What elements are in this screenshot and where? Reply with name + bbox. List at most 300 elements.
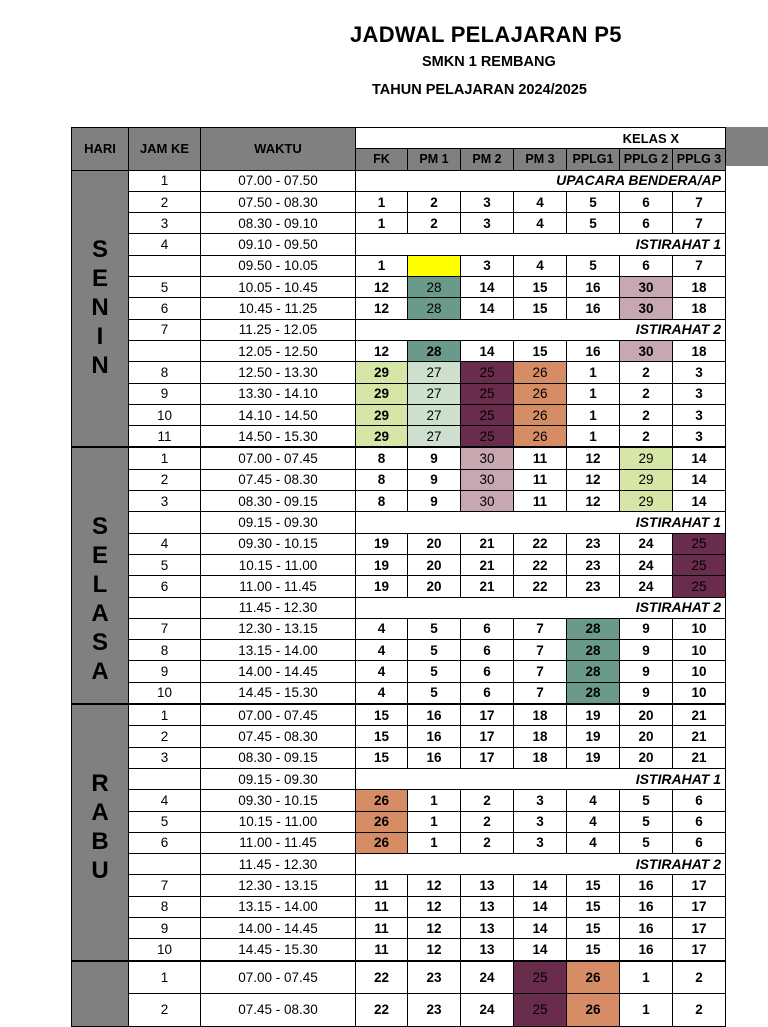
subject-cell: 21 (461, 554, 514, 575)
subject-cell: 17 (461, 704, 514, 726)
subject-cell: 18 (673, 298, 726, 319)
subject-cell: 13 (461, 917, 514, 938)
subject-cell: 19 (567, 726, 620, 747)
day-letter: S (91, 513, 108, 541)
subject-cell: 14 (461, 340, 514, 361)
waktu-cell: 12.05 - 12.50 (201, 340, 356, 361)
subject-cell: 7 (514, 640, 567, 661)
subject-cell: 4 (356, 640, 408, 661)
subject-cell: 6 (673, 832, 726, 853)
subject-cell: 16 (408, 726, 461, 747)
subject-cell: 9 (408, 447, 461, 469)
day-letter: S (91, 235, 108, 263)
subject-cell: 26 (356, 832, 408, 853)
subject-cell: 5 (408, 618, 461, 639)
jam-ke-cell (129, 854, 201, 875)
subject-cell: 24 (620, 576, 673, 597)
header-hari: HARI (72, 128, 129, 171)
subject-cell: 14 (461, 277, 514, 298)
table-row (72, 917, 726, 938)
subject-cell: 21 (461, 533, 514, 554)
waktu-cell: 09.50 - 10.05 (201, 255, 356, 276)
subject-cell: 12 (356, 340, 408, 361)
subject-cell: 9 (620, 618, 673, 639)
waktu-cell: 13.15 - 14.00 (201, 896, 356, 917)
subject-cell: 11 (514, 469, 567, 490)
subject-cell: 3 (461, 255, 514, 276)
day-label (72, 704, 129, 961)
table-row (72, 362, 726, 383)
subject-cell: 16 (620, 939, 673, 961)
waktu-cell: 12.50 - 13.30 (201, 362, 356, 383)
waktu-cell: 10.15 - 11.00 (201, 811, 356, 832)
subject-cell: 5 (567, 191, 620, 212)
subject-cell: 25 (461, 362, 514, 383)
subject-cell: 23 (567, 554, 620, 575)
academic-year: TAHUN PELAJARAN 2024/2025 (372, 82, 587, 98)
table-row (72, 447, 726, 469)
subject-cell: 6 (461, 640, 514, 661)
subject-cell: 2 (461, 790, 514, 811)
subject-cell: 2 (461, 811, 514, 832)
subject-cell: 26 (514, 362, 567, 383)
subject-cell: 8 (356, 469, 408, 490)
subject-cell: 9 (620, 682, 673, 704)
jam-ke-cell: 5 (129, 811, 201, 832)
subject-cell: 15 (356, 747, 408, 768)
jam-ke-cell: 7 (129, 319, 201, 340)
waktu-cell: 07.00 - 07.45 (201, 447, 356, 469)
table-row (72, 383, 726, 404)
table-row (72, 277, 726, 298)
subject-cell: 1 (567, 362, 620, 383)
subject-cell: 16 (567, 298, 620, 319)
day-letter: N (91, 293, 109, 321)
waktu-cell: 13.30 - 14.10 (201, 383, 356, 404)
subject-cell: 11 (356, 917, 408, 938)
subject-cell: 18 (673, 340, 726, 361)
subject-cell: 2 (408, 191, 461, 212)
jam-ke-cell: 2 (129, 726, 201, 747)
jam-ke-cell: 9 (129, 383, 201, 404)
jam-ke-cell: 4 (129, 533, 201, 554)
table-row (72, 726, 726, 747)
class-header: PPLG1 (567, 149, 620, 170)
subject-cell: 30 (461, 469, 514, 490)
subject-cell: 30 (461, 491, 514, 512)
subject-cell: 14 (514, 875, 567, 896)
subject-cell: 7 (673, 213, 726, 234)
jam-ke-cell: 9 (129, 917, 201, 938)
jam-ke-cell: 6 (129, 298, 201, 319)
subject-cell: 28 (408, 340, 461, 361)
subject-cell: 5 (408, 661, 461, 682)
subject-cell: 1 (620, 994, 673, 1026)
day-letter: I (96, 322, 104, 350)
subject-cell: 1 (408, 832, 461, 853)
subject-cell: 1 (356, 191, 408, 212)
subject-cell: 28 (567, 661, 620, 682)
subject-cell: 13 (461, 896, 514, 917)
subject-cell: 16 (567, 340, 620, 361)
subject-cell: 10 (673, 661, 726, 682)
subject-cell: 17 (673, 896, 726, 917)
subject-cell: 16 (620, 896, 673, 917)
subject-cell: 12 (356, 277, 408, 298)
day-label (72, 447, 129, 704)
jam-ke-cell (129, 597, 201, 618)
subject-cell: 21 (673, 747, 726, 768)
jam-ke-cell: 5 (129, 554, 201, 575)
waktu-cell: 12.30 - 13.15 (201, 875, 356, 896)
subject-cell: 9 (620, 640, 673, 661)
day-label (72, 170, 129, 447)
waktu-cell: 08.30 - 09.15 (201, 491, 356, 512)
subject-cell: 2 (673, 961, 726, 994)
subject-cell: 10 (673, 682, 726, 704)
day-letter: E (91, 264, 108, 292)
subject-cell: 18 (514, 726, 567, 747)
subject-cell: 24 (620, 554, 673, 575)
table-row (72, 191, 726, 212)
subject-cell: 21 (673, 726, 726, 747)
subject-cell: 24 (461, 994, 514, 1026)
header-jam-ke: JAM KE (129, 128, 201, 171)
subject-cell: 3 (514, 811, 567, 832)
subject-cell: 17 (673, 939, 726, 961)
subject-cell: 15 (514, 277, 567, 298)
subject-cell: 29 (356, 404, 408, 425)
subject-cell: 23 (408, 961, 461, 994)
subject-cell: 25 (673, 554, 726, 575)
day-letter: A (91, 799, 109, 827)
subject-cell: 4 (356, 661, 408, 682)
subject-cell: 26 (356, 811, 408, 832)
table-row (72, 875, 726, 896)
subject-cell: 27 (408, 426, 461, 448)
subject-cell: 25 (673, 576, 726, 597)
day-letter: B (91, 828, 109, 856)
subject-cell: 17 (673, 917, 726, 938)
table-row (72, 512, 726, 533)
subject-cell: 26 (514, 426, 567, 448)
waktu-cell: 07.00 - 07.45 (201, 961, 356, 994)
subject-cell: 12 (408, 875, 461, 896)
subject-cell: 25 (673, 533, 726, 554)
table-row (72, 213, 726, 234)
subject-cell: 22 (514, 533, 567, 554)
waktu-cell: 11.00 - 11.45 (201, 576, 356, 597)
waktu-cell: 09.30 - 10.15 (201, 790, 356, 811)
subject-cell: 4 (567, 790, 620, 811)
table-row (72, 170, 726, 191)
jam-ke-cell: 8 (129, 640, 201, 661)
subject-cell: 16 (408, 747, 461, 768)
header-kelas: KELAS X (356, 128, 726, 149)
subject-cell: 28 (567, 618, 620, 639)
waktu-cell: 12.30 - 13.15 (201, 618, 356, 639)
subject-cell: 30 (461, 447, 514, 469)
subject-cell: 6 (461, 682, 514, 704)
subject-cell: 3 (673, 362, 726, 383)
subject-cell: 4 (514, 255, 567, 276)
waktu-cell: 07.00 - 07.50 (201, 170, 356, 191)
subject-cell: 20 (620, 747, 673, 768)
class-header: FK (356, 149, 408, 170)
subject-cell: 2 (461, 832, 514, 853)
waktu-cell: 11.00 - 11.45 (201, 832, 356, 853)
subject-cell: 18 (514, 704, 567, 726)
jam-ke-cell: 4 (129, 790, 201, 811)
jam-ke-cell: 1 (129, 704, 201, 726)
subject-cell: 6 (620, 255, 673, 276)
subject-cell: 30 (620, 298, 673, 319)
schedule-note: ISTIRAHAT 2 (356, 597, 726, 618)
table-row (72, 426, 726, 448)
jam-ke-cell: 11 (129, 426, 201, 448)
subject-cell: 19 (356, 554, 408, 575)
waktu-cell: 10.05 - 10.45 (201, 277, 356, 298)
subject-cell: 12 (567, 469, 620, 490)
table-row (72, 533, 726, 554)
waktu-cell: 14.00 - 14.45 (201, 917, 356, 938)
table-row (72, 747, 726, 768)
subject-cell: 20 (620, 726, 673, 747)
schedule-table (71, 127, 726, 1027)
subject-cell: 14 (673, 447, 726, 469)
subject-cell: 28 (408, 277, 461, 298)
subject-cell: 6 (620, 191, 673, 212)
subject-cell: 17 (461, 726, 514, 747)
waktu-cell: 09.10 - 09.50 (201, 234, 356, 255)
jam-ke-cell (129, 340, 201, 361)
subject-cell: 8 (356, 447, 408, 469)
jam-ke-cell: 10 (129, 939, 201, 961)
subject-cell: 1 (567, 383, 620, 404)
table-row (72, 704, 726, 726)
table-row (72, 469, 726, 490)
page-title: JADWAL PELAJARAN P5 (350, 22, 622, 47)
subject-cell: 1 (356, 213, 408, 234)
subject-cell: 25 (514, 994, 567, 1026)
schedule-note: ISTIRAHAT 2 (356, 319, 726, 340)
subject-cell: 3 (673, 426, 726, 448)
subject-cell: 16 (620, 917, 673, 938)
jam-ke-cell: 2 (129, 994, 201, 1026)
waktu-cell: 07.45 - 08.30 (201, 994, 356, 1026)
subject-cell: 26 (356, 790, 408, 811)
subject-cell: 5 (620, 811, 673, 832)
subject-cell: 1 (356, 255, 408, 276)
subject-cell: 27 (408, 404, 461, 425)
waktu-cell: 11.45 - 12.30 (201, 597, 356, 618)
day-letter: N (91, 351, 109, 379)
subject-cell: 26 (514, 404, 567, 425)
table-row (72, 790, 726, 811)
subject-cell: 12 (567, 491, 620, 512)
day-letter: R (91, 770, 109, 798)
subject-cell: 19 (567, 704, 620, 726)
jam-ke-cell: 5 (129, 277, 201, 298)
subject-cell: 21 (461, 576, 514, 597)
subject-cell: 4 (356, 682, 408, 704)
waktu-cell: 14.10 - 14.50 (201, 404, 356, 425)
subject-cell: 3 (514, 832, 567, 853)
subject-cell: 27 (408, 362, 461, 383)
subject-cell: 3 (673, 404, 726, 425)
table-row (72, 618, 726, 639)
subject-cell: 24 (461, 961, 514, 994)
table-row (72, 768, 726, 789)
subject-cell: 10 (673, 618, 726, 639)
jam-ke-cell: 1 (129, 961, 201, 994)
day-letter: U (91, 857, 109, 885)
subject-cell: 13 (461, 939, 514, 961)
subject-cell: 13 (461, 875, 514, 896)
subject-cell: 14 (514, 939, 567, 961)
subject-cell: 14 (461, 298, 514, 319)
subject-cell: 12 (408, 917, 461, 938)
subject-cell: 2 (620, 362, 673, 383)
table-row (72, 298, 726, 319)
subject-cell: 15 (567, 896, 620, 917)
waktu-cell: 10.15 - 11.00 (201, 554, 356, 575)
day-letter: S (91, 629, 108, 657)
day-letter: L (92, 571, 108, 599)
subject-cell: 22 (356, 961, 408, 994)
jam-ke-cell: 4 (129, 234, 201, 255)
subject-cell: 5 (408, 640, 461, 661)
subject-cell: 6 (461, 618, 514, 639)
subject-cell: 26 (567, 961, 620, 994)
schedule-note: UPACARA BENDERA/AP (356, 170, 726, 191)
subject-cell: 19 (567, 747, 620, 768)
subject-cell: 29 (356, 362, 408, 383)
class-header: PPLG 3 (673, 149, 726, 170)
table-row (72, 255, 726, 276)
subject-cell: 28 (567, 640, 620, 661)
waktu-cell: 07.00 - 07.45 (201, 704, 356, 726)
subject-cell: 6 (461, 661, 514, 682)
jam-ke-cell: 7 (129, 875, 201, 896)
table-row (72, 854, 726, 875)
subject-cell: 30 (620, 277, 673, 298)
subject-cell: 29 (620, 469, 673, 490)
subject-cell: 7 (514, 661, 567, 682)
subject-cell: 14 (514, 896, 567, 917)
day-letter: A (91, 658, 109, 686)
class-header: PPLG 2 (620, 149, 673, 170)
table-row (72, 491, 726, 512)
subject-cell: 3 (461, 191, 514, 212)
jam-ke-cell: 8 (129, 896, 201, 917)
subject-cell: 20 (408, 554, 461, 575)
subject-cell: 15 (356, 726, 408, 747)
waktu-cell: 14.00 - 14.45 (201, 661, 356, 682)
subject-cell: 1 (620, 961, 673, 994)
subject-cell: 11 (514, 447, 567, 469)
subject-cell: 19 (356, 576, 408, 597)
subject-cell: 4 (514, 213, 567, 234)
day-label (72, 961, 129, 1027)
subject-cell: 11 (356, 896, 408, 917)
subject-cell: 1 (408, 811, 461, 832)
subject-cell: 28 (408, 298, 461, 319)
waktu-cell: 14.45 - 15.30 (201, 939, 356, 961)
subject-cell: 20 (408, 533, 461, 554)
jam-ke-cell: 6 (129, 832, 201, 853)
schedule-note: ISTIRAHAT 1 (356, 234, 726, 255)
waktu-cell: 09.15 - 09.30 (201, 768, 356, 789)
subject-cell: 12 (408, 939, 461, 961)
subject-cell: 17 (461, 747, 514, 768)
subject-cell: 18 (514, 747, 567, 768)
subject-cell: 25 (461, 404, 514, 425)
jam-ke-cell: 2 (129, 191, 201, 212)
subject-cell: 28 (567, 682, 620, 704)
subject-cell: 5 (408, 682, 461, 704)
jam-ke-cell: 10 (129, 404, 201, 425)
subject-cell: 9 (408, 491, 461, 512)
subject-cell: 3 (461, 213, 514, 234)
subject-cell: 2 (620, 404, 673, 425)
subject-cell: 29 (356, 383, 408, 404)
waktu-cell: 11.25 - 12.05 (201, 319, 356, 340)
table-row (72, 994, 726, 1026)
subject-cell: 6 (673, 790, 726, 811)
subject-cell: 26 (567, 994, 620, 1026)
subject-cell: 11 (356, 939, 408, 961)
subject-cell: 25 (461, 383, 514, 404)
table-row (72, 961, 726, 994)
table-row (72, 939, 726, 961)
table-row (72, 576, 726, 597)
subject-cell: 11 (356, 875, 408, 896)
table-row (72, 234, 726, 255)
subject-cell: 15 (514, 298, 567, 319)
jam-ke-cell: 2 (129, 469, 201, 490)
table-row (72, 682, 726, 704)
subject-cell: 16 (408, 704, 461, 726)
subject-cell: 20 (620, 704, 673, 726)
day-letter: E (91, 542, 108, 570)
subject-cell: 22 (514, 576, 567, 597)
subject-cell: 16 (620, 875, 673, 896)
subject-cell: 14 (514, 917, 567, 938)
day-letter: A (91, 600, 109, 628)
subject-cell: 15 (567, 939, 620, 961)
subject-cell: 17 (673, 875, 726, 896)
table-row (72, 597, 726, 618)
jam-ke-cell: 10 (129, 682, 201, 704)
table-row (72, 554, 726, 575)
subject-cell: 3 (514, 790, 567, 811)
subject-cell: 9 (408, 469, 461, 490)
waktu-cell: 13.15 - 14.00 (201, 640, 356, 661)
table-row (72, 661, 726, 682)
waktu-cell: 08.30 - 09.15 (201, 747, 356, 768)
subject-cell: 10 (673, 640, 726, 661)
subject-cell: 18 (673, 277, 726, 298)
waktu-cell: 08.30 - 09.10 (201, 213, 356, 234)
waktu-cell: 14.50 - 15.30 (201, 426, 356, 448)
subject-cell: 9 (620, 661, 673, 682)
subject-cell: 5 (567, 213, 620, 234)
subject-cell: 25 (514, 961, 567, 994)
subject-cell: 22 (356, 994, 408, 1026)
subject-cell: 8 (356, 491, 408, 512)
subject-cell: 12 (567, 447, 620, 469)
